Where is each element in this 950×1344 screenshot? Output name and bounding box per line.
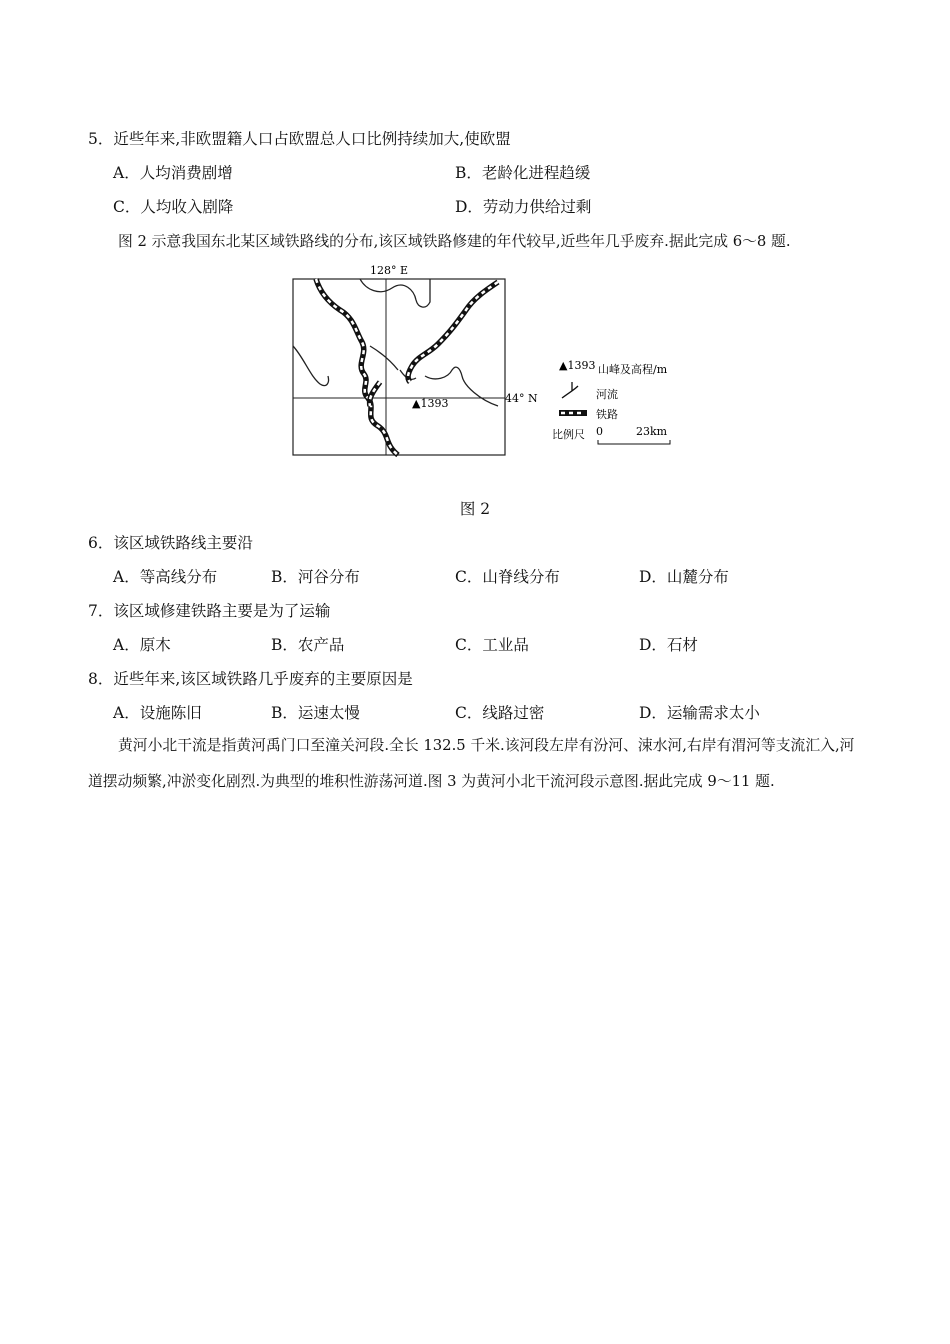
legend-railway-text: 铁路 [596,408,618,421]
river-north [360,279,430,307]
question-7-option-d: D．石材 [639,636,698,654]
question-5-stem: 5．近些年来,非欧盟籍人口占欧盟总人口比例持续加大,使欧盟 [88,130,511,148]
question-5-option-d: D．劳动力供给过剩 [455,198,592,216]
question-8-option-d: D．运输需求太小 [639,704,760,722]
legend-scale-text: 比例尺 [552,428,585,441]
longitude-label: 128° E [370,264,409,277]
legend-scale-max: 23km [636,425,668,438]
map-frame [293,279,505,455]
question-8-stem: 8．近些年来,该区域铁路几乎废弃的主要原因是 [88,670,413,688]
question-7-stem: 7．该区域修建铁路主要是为了运输 [88,602,331,620]
question-7-option-a: A．原木 [113,636,171,654]
legend-scale-bar [598,440,670,444]
figure-3-intro: 黄河小北干流是指黄河禹门口至潼关河段.全长 132.5 千米.该河段左岸有汾河、涑水河,右岸有渭河等支流汇入,河道摆动频繁,冲淤变化剧烈.为典型的堆积性游荡河道.图 3 为黄河小北干流河段示意图.据此完成 9～11 题. [88,737,855,790]
river-tributary [370,346,398,370]
legend-scale-zero: 0 [596,425,603,438]
question-6-option-d: D．山麓分布 [639,568,729,586]
figure-2-map [280,258,700,468]
question-5-option-c: C．人均收入剧降 [113,198,234,216]
question-6-option-c: C．山脊线分布 [455,568,560,586]
legend-peak-text: 山峰及高程/m [598,363,668,376]
question-5-option-a: A．人均消费剧增 [113,164,233,182]
question-6-option-b: B．河谷分布 [271,568,360,586]
question-7-option-c: C．工业品 [455,636,529,654]
question-8-option-b: B．运速太慢 [271,704,360,722]
question-7-option-b: B．农产品 [271,636,345,654]
question-6-option-a: A．等高线分布 [113,568,218,586]
legend-river-icon [562,382,578,398]
figure-2-caption: 图 2 [459,500,491,518]
river-west [293,346,329,386]
question-8-option-c: C．线路过密 [455,704,545,722]
question-5-option-b: B．老龄化进程趋缓 [455,164,591,182]
peak-1393-label: ▲1393 [412,397,449,410]
figure-2-intro: 图 2 示意我国东北某区域铁路线的分布,该区域铁路修建的年代较早,近些年几乎废弃.据此完成 6～8 题. [118,233,791,250]
legend-river-text: 河流 [596,388,618,401]
railways [316,279,498,455]
latitude-label: 44° N [505,392,538,405]
legend-peak-symbol: ▲1393 [559,359,596,372]
railway-northeast [408,282,498,382]
question-6-stem: 6．该区域铁路线主要沿 [88,534,253,552]
map-legend [552,359,670,444]
question-8-option-a: A．设施陈旧 [113,704,202,722]
